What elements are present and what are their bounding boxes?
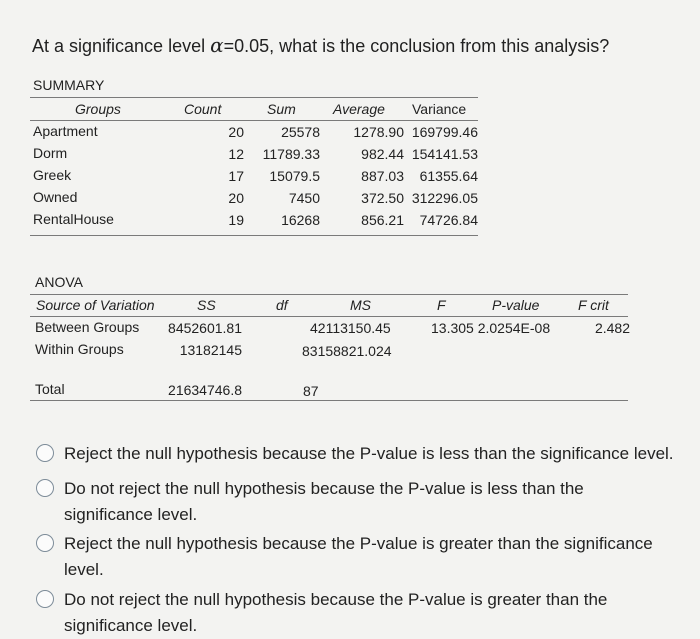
anova-row-ss: 8452601.81	[168, 320, 242, 336]
summary-row-count: 19	[228, 212, 244, 228]
summary-row-variance: 74726.84	[419, 212, 478, 228]
alpha-symbol: α	[210, 33, 224, 57]
anova-total-label: Total	[35, 381, 65, 397]
summary-row-sum: 16268	[281, 212, 320, 228]
anova-header-df: df	[276, 297, 288, 313]
summary-row-group: Owned	[33, 189, 78, 205]
question-text	[32, 33, 609, 57]
summary-row-average: 887.03	[361, 168, 404, 184]
summary-row-count: 20	[228, 190, 244, 206]
summary-header-variance: Variance	[412, 101, 467, 117]
summary-bottom-rule	[30, 235, 478, 236]
radio-button[interactable]	[36, 479, 54, 497]
summary-row-variance: 154141.53	[411, 146, 478, 162]
summary-header-average: Average	[333, 101, 385, 117]
summary-row-variance: 169799.46	[411, 124, 478, 140]
radio-button[interactable]	[36, 534, 54, 552]
radio-button[interactable]	[36, 590, 54, 608]
summary-row-average: 856.21	[361, 212, 404, 228]
anova-title: ANOVA	[35, 274, 83, 290]
summary-row-average: 372.50	[361, 190, 404, 206]
summary-row-group: Greek	[33, 167, 72, 183]
anova-top-rule	[30, 294, 628, 295]
anova-row-fcrit: 2.482	[594, 320, 630, 336]
question-prefix: At a significance level	[32, 36, 211, 56]
summary-header-groups: Groups	[75, 101, 121, 117]
anova-header-source: Source of Variation	[36, 297, 155, 313]
anova-header-rule	[30, 316, 628, 317]
summary-row-variance: 61355.64	[419, 168, 478, 184]
summary-header-count: Count	[184, 101, 222, 117]
anova-header-fcrit: F crit	[578, 297, 609, 313]
summary-row-group: Apartment	[33, 123, 98, 139]
summary-header-rule	[30, 120, 478, 121]
anova-row-f-pvalue: 13.305 2.0254E-08	[431, 320, 551, 336]
anova-header-ms: MS	[350, 297, 371, 313]
answer-option-text[interactable]: Reject the null hypothesis because the P-value is less than the significance level.	[64, 444, 674, 463]
question-suffix: =0.05, what is the conclusion from this analysis?	[223, 36, 610, 56]
anova-header-pvalue: P-value	[492, 297, 540, 313]
summary-top-rule	[30, 97, 478, 98]
summary-row-group: Dorm	[33, 145, 68, 161]
answer-option-text[interactable]: Reject the null hypothesis because the P-value is greater than the significance level.	[64, 534, 653, 579]
summary-row-count: 12	[228, 146, 244, 162]
anova-header-f: F	[437, 297, 446, 313]
summary-title: SUMMARY	[33, 77, 105, 93]
summary-row-count: 20	[228, 124, 244, 140]
anova-row-source: Between Groups	[35, 319, 140, 335]
summary-header-sum: Sum	[267, 101, 296, 117]
answer-option-text[interactable]: Do not reject the null hypothesis because the P-value is greater than the significance level.	[64, 590, 608, 635]
summary-row-count: 17	[228, 168, 244, 184]
anova-bottom-rule	[30, 400, 628, 401]
summary-row-sum: 15079.5	[269, 168, 320, 184]
anova-total-df: 87	[303, 383, 319, 399]
anova-row-ss: 13182145	[179, 342, 242, 358]
summary-row-group: RentalHouse	[33, 211, 114, 227]
summary-row-average: 982.44	[361, 146, 404, 162]
anova-header-ss: SS	[197, 297, 216, 313]
summary-row-average: 1278.90	[353, 124, 404, 140]
summary-row-sum: 25578	[281, 124, 320, 140]
summary-row-sum: 7450	[288, 190, 320, 206]
summary-row-variance: 312296.05	[411, 190, 478, 206]
anova-total-ss: 21634746.8	[168, 382, 242, 398]
anova-row-df-ms: 42113150.45	[310, 320, 391, 336]
summary-row-sum: 11789.33	[262, 146, 320, 162]
anova-row-source: Within Groups	[35, 341, 124, 357]
anova-row-df-ms: 83158821.024	[302, 343, 392, 359]
answer-option-text[interactable]: Do not reject the null hypothesis because the P-value is less than the significance level.	[64, 479, 584, 524]
radio-button[interactable]	[36, 444, 54, 462]
